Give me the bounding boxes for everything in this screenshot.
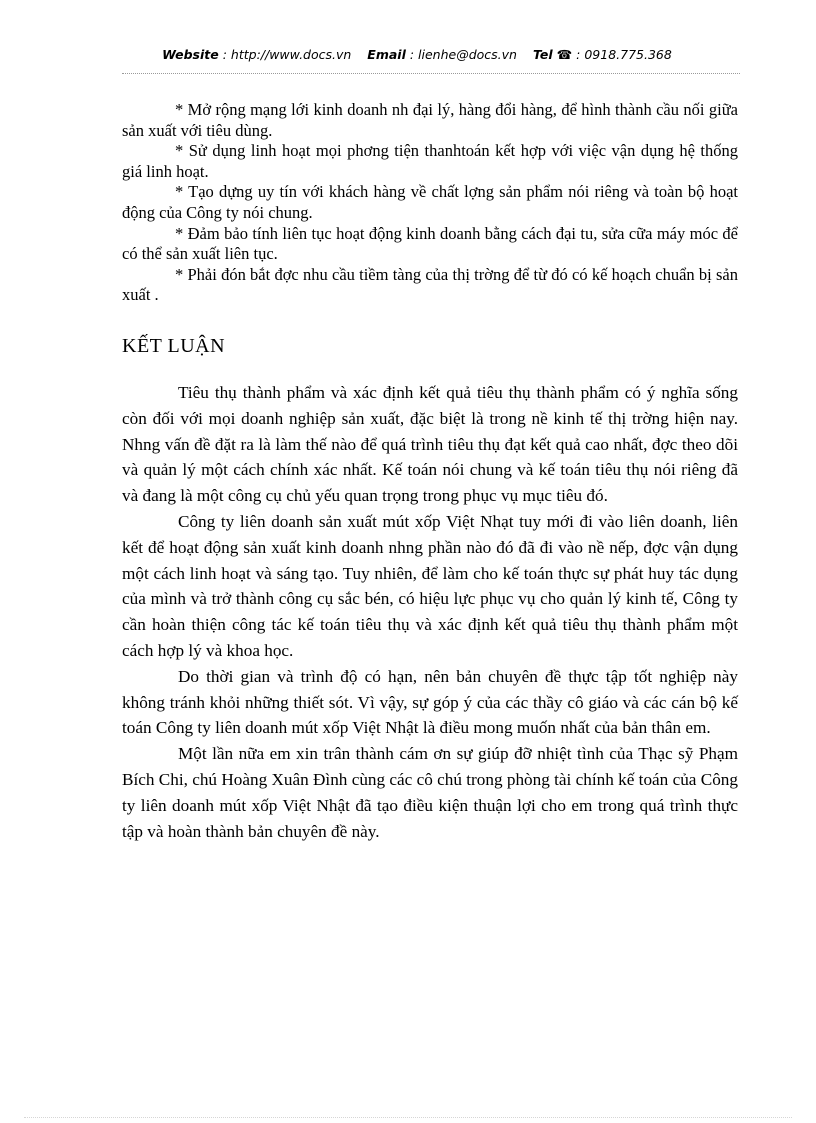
bullet-item: * Sử dụng linh hoạt mọi phơng tiện thanhtoán kết hợp với việc vận dụng hệ thống giá linh hoạt.: [122, 141, 738, 181]
section-heading: KẾT LUẬN: [122, 335, 226, 357]
bullet-item: * Đảm bảo tính liên tục hoạt động kinh doanh bằng cách đại tu, sửa cữa máy móc để có thể sản xuất liên tục.: [122, 223, 738, 264]
bullet-item: * Mở rộng mạng lới kinh doanh nh đại lý, hàng đổi hàng, để hình thành cầu nối giữa sản xuất với tiêu dùng.: [122, 100, 738, 140]
paragraph: Do thời gian và trình độ có hạn, nên bản chuyên đề thực tập tốt nghiệp này không tránh khỏi những thiết sót. Vì vậy, sự góp ý của các thầy cô giáo và các cán bộ kế toán Công ty liên doanh mút xốp Việt Nhật là điều mong muốn nhất của bản thân em.: [122, 666, 738, 738]
tel-label: Tel: [532, 47, 553, 62]
phone-icon: ☎: [556, 47, 573, 62]
paragraph: Một lần nữa em xin trân thành cám ơn sự giúp đỡ nhiệt tình của Thạc sỹ Phạm Bích Chi, chú Hoàng Xuân Đình cùng các cô chú trong phòng tài chính kế toán của Công ty liên doanh mút xốp Việt Nhật đã tạo điều kiện thuận lợi cho em trong quá trình thực tập và hoàn thành bản chuyên đề này.: [122, 744, 738, 841]
conclusion-body: [122, 380, 738, 844]
email-label: Email: [367, 47, 406, 62]
paragraph: Tiêu thụ thành phẩm và xác định kết quả tiêu thụ thành phẩm có ý nghĩa sống còn đối với mọi doanh nghiệp sản xuất, đặc biệt là trong nề kinh tế thị trờng hiện nay. Nhng vấn đề đặt ra là làm thế nào để quá trình tiêu thụ đạt kết quả cao nhất, đợc theo dõi và quản lý một cách chính xác nhất. Kế toán nói chung và kế toán tiêu thụ nói riêng đã và đang là một công cụ chủ yếu quan trọng trong phục vụ mục tiêu đó.: [122, 383, 738, 506]
website-label: Website: [162, 47, 219, 62]
email-value: : lienhe@docs.vn: [409, 47, 517, 62]
page-header: [0, 47, 816, 62]
bullet-item: * Tạo dựng uy tín với khách hàng về chất lợng sản phẩm nói riêng và toàn bộ hoạt động của Công ty nói chung.: [122, 182, 738, 222]
header-divider: [122, 73, 740, 74]
tel-value: : 0918.775.368: [576, 47, 672, 62]
footer-divider: [24, 1117, 792, 1118]
bullet-list: [122, 100, 738, 306]
website-value: : http://www.docs.vn: [222, 47, 352, 62]
paragraph: Công ty liên doanh sản xuất mút xốp Việt Nhạt tuy mới đi vào liên doanh, liên kết để hoạt động sản xuất kinh doanh nhng phần nào đó đã đi vào nề nếp, đợc vận dụng một cách linh hoạt và sáng tạo. Tuy nhiên, để làm cho kế toán thực sự phát huy tác dụng của mình và trở thành công cụ sắc bén, có hiệu lực phục vụ cho quản lý kinh tế, Công ty cần hoàn thiện công tác kế toán tiêu thụ và xác định kết quả tiêu thụ thành phẩm một cách hợp lý và khoa học.: [122, 511, 738, 660]
bullet-item: * Phải đón bắt đợc nhu cầu tiềm tàng của thị trờng để từ đó có kế hoạch chuẩn bị sản xuất .: [122, 264, 738, 305]
